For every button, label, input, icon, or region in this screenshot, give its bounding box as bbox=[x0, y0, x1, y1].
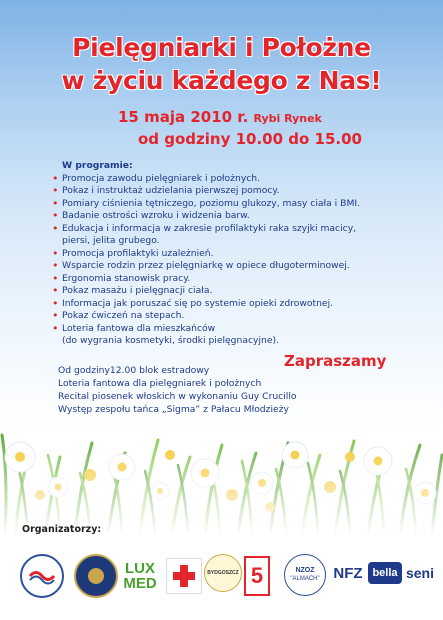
program-list-2 bbox=[52, 248, 422, 336]
seni-logo bbox=[404, 562, 436, 584]
program-item: • Loteria fantowa dla mieszkańców bbox=[52, 323, 422, 336]
title-line-1: Pielęgniarki i Położne bbox=[72, 33, 371, 62]
program-item: • Informacja jak poruszać się po systemie opieki zdrowotnej. bbox=[52, 298, 422, 311]
program-item: • Pokaz masażu i pielęgnacji ciała. bbox=[52, 285, 422, 298]
program-heading: W programie: bbox=[62, 160, 133, 171]
nzoz-logo-top: NZOZ bbox=[295, 567, 315, 574]
seni-logo-text: seni bbox=[405, 565, 434, 581]
program-item: • Pokaz ćwiczeń na stepach. bbox=[52, 310, 422, 323]
hospital-5-logo bbox=[244, 556, 270, 596]
nfz-logo bbox=[330, 560, 366, 586]
event-line: Loteria fantowa dla pielęgniarek i położnych bbox=[58, 378, 262, 389]
nzoz-almach-logo bbox=[284, 554, 326, 596]
program-item: • Pokaz i instruktaż udzielania pierwszej pomocy. bbox=[52, 185, 422, 198]
nfz-logo-text: NFZ bbox=[333, 564, 363, 582]
program-item: • Promocja zawodu pielęgniarek i położnych. bbox=[52, 173, 422, 186]
program-item-continuation: piersi, jelita grubego. bbox=[62, 235, 160, 246]
program-item: • Ergonomia stanowisk pracy. bbox=[52, 273, 422, 286]
program-item: • Promocja profilaktyki uzależnień. bbox=[52, 248, 422, 261]
flag-emblem-icon bbox=[20, 554, 64, 598]
event-date bbox=[118, 108, 322, 126]
event-place: Rybi Rynek bbox=[253, 112, 322, 125]
hospital-5-logo-text: 5 bbox=[250, 563, 264, 588]
organizers-logos bbox=[0, 544, 443, 614]
bydgoszcz-logo bbox=[204, 554, 242, 592]
program-item: • Wsparcie rodzin przez pielęgniarkę w opiece długoterminowej. bbox=[52, 260, 422, 273]
luxmed-logo-top: LUX bbox=[125, 560, 155, 577]
program-section bbox=[52, 160, 422, 348]
bella-logo bbox=[368, 562, 402, 584]
daisy-meadow-illustration bbox=[0, 395, 443, 535]
event-hours: od godziny 10.00 do 15.00 bbox=[138, 130, 362, 148]
bydgoszcz-logo-text: BYDGOSZCZ bbox=[207, 570, 239, 576]
program-item: • Edukacja i informacja w zakresie profilaktyki raka szyjki macicy, bbox=[52, 223, 422, 236]
organizers-label: Organizatorzy: bbox=[22, 524, 102, 535]
nzoz-logo-bottom: "ALMACH" bbox=[290, 576, 320, 582]
program-list bbox=[52, 173, 422, 236]
title-line-2: w życiu każdego z Nas! bbox=[61, 66, 382, 95]
program-item: • Badanie ostrości wzroku i widzenia barw. bbox=[52, 210, 422, 223]
university-seal-icon bbox=[74, 554, 118, 598]
red-cross-icon bbox=[166, 558, 202, 594]
event-day: 15 maja 2010 r. bbox=[118, 108, 249, 126]
invite-text: Zapraszamy bbox=[284, 352, 387, 370]
luxmed-logo bbox=[118, 558, 162, 594]
luxmed-logo-bottom: MED bbox=[123, 575, 157, 592]
event-line: Od godziny12.00 blok estradowy bbox=[58, 365, 210, 376]
program-item: • Pomiary ciśnienia tętniczego, poziomu glukozy, masy ciała i BMI. bbox=[52, 198, 422, 211]
bella-logo-text: bella bbox=[372, 567, 398, 579]
program-item-continuation: (do wygrania kosmetyki, środki pielęgnacyjne). bbox=[62, 335, 279, 346]
